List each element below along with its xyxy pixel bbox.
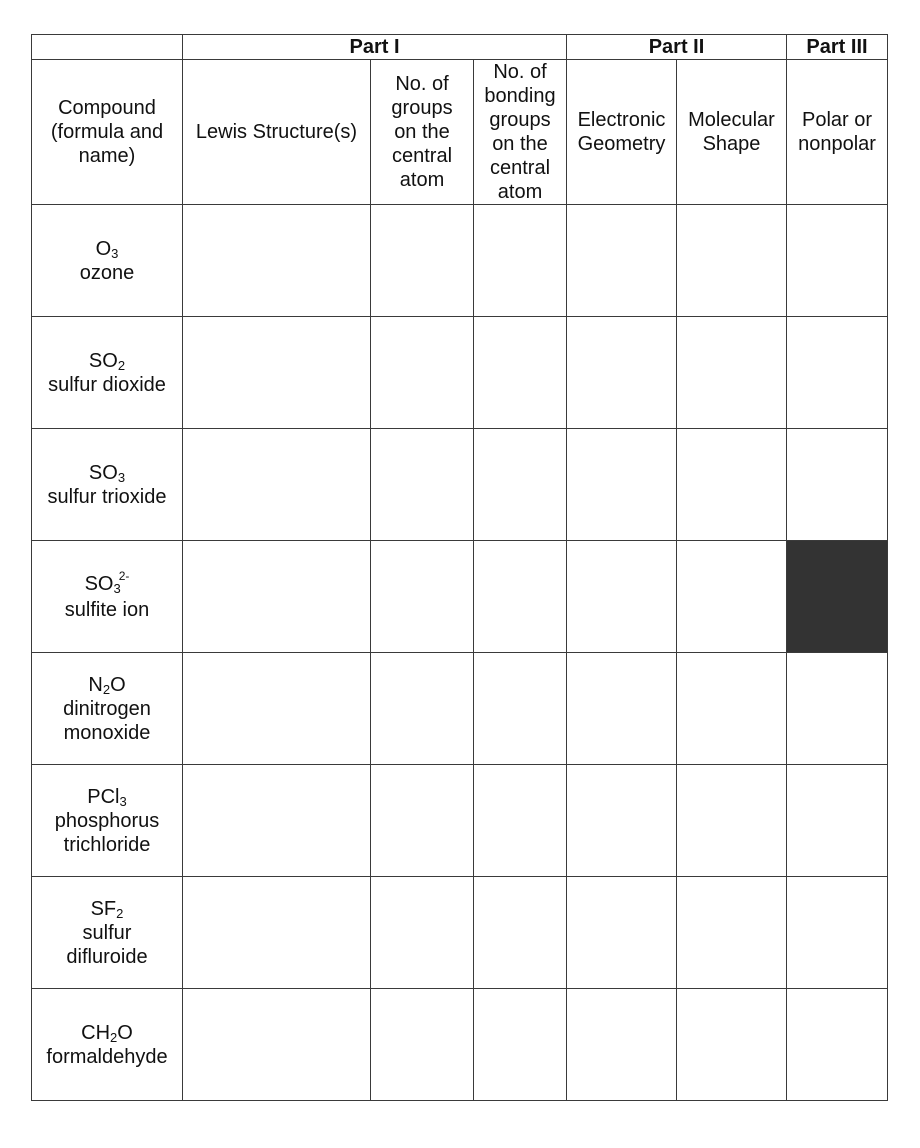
lewis-structure-cell[interactable] — [183, 653, 371, 765]
electronic-geometry-cell[interactable] — [567, 989, 677, 1101]
molecular-shape-cell[interactable] — [677, 205, 787, 317]
electronic-geometry-cell[interactable] — [567, 541, 677, 653]
molecular-shape-cell[interactable] — [677, 653, 787, 765]
molecular-shape-cell[interactable] — [677, 765, 787, 877]
lewis-structure-cell[interactable] — [183, 765, 371, 877]
compound-name: sulfur difluroide — [66, 921, 148, 968]
formula-text — [81, 1021, 133, 1045]
formula-base: SO — [84, 572, 114, 595]
formula-base: SO — [88, 461, 118, 484]
formula — [32, 785, 182, 809]
compound-name: dinitrogen monoxide — [63, 697, 151, 744]
compound-row — [32, 429, 888, 541]
lewis-structure-cell[interactable] — [183, 205, 371, 317]
bonding-groups-cell[interactable] — [474, 205, 567, 317]
bonding-groups-cell[interactable] — [474, 541, 567, 653]
compound-cell — [32, 541, 183, 653]
bonding-groups-cell[interactable] — [474, 877, 567, 989]
formula-text — [88, 673, 125, 697]
part-1-label: Part I — [183, 35, 567, 60]
electronic-geometry-cell[interactable] — [567, 765, 677, 877]
formula-text — [89, 461, 125, 485]
polarity-cell[interactable] — [787, 653, 888, 765]
formula-subscript: 2 — [117, 357, 126, 373]
formula — [32, 237, 182, 261]
bonding-groups-cell[interactable] — [474, 429, 567, 541]
groups-cell[interactable] — [371, 429, 474, 541]
formula-base: SO — [88, 349, 118, 372]
molecular-shape-cell[interactable] — [677, 877, 787, 989]
formula-base: PCl — [87, 785, 120, 808]
molecular-shape-header: Molecular Shape — [677, 60, 787, 205]
ion-charge: 2- — [118, 568, 130, 583]
polarity-cell[interactable] — [787, 429, 888, 541]
formula — [32, 349, 182, 373]
formula-subscript: 2 — [102, 681, 111, 697]
formula-base: SF — [90, 897, 117, 920]
molecular-shape-cell[interactable] — [677, 429, 787, 541]
bonding-groups-cell[interactable] — [474, 653, 567, 765]
polarity-cell[interactable] — [787, 765, 888, 877]
formula — [32, 897, 182, 921]
formula-base: N — [88, 673, 103, 696]
formula-text — [84, 568, 130, 598]
electronic-geometry-header: Electronic Geometry — [567, 60, 677, 205]
compound-cell — [32, 205, 183, 317]
formula-text — [91, 897, 124, 921]
groups-cell[interactable] — [371, 541, 474, 653]
lewis-structure-cell[interactable] — [183, 877, 371, 989]
polarity-cell[interactable] — [787, 877, 888, 989]
polarity-cell[interactable] — [787, 317, 888, 429]
groups-cell[interactable] — [371, 205, 474, 317]
formula-base: O — [95, 237, 112, 260]
compound-cell — [32, 989, 183, 1101]
compound-cell — [32, 317, 183, 429]
polarity-header: Polar or nonpolar — [787, 60, 888, 205]
compound-name: phosphorus trichloride — [54, 809, 160, 856]
lewis-structure-cell[interactable] — [183, 989, 371, 1101]
formula-text — [89, 349, 125, 373]
groups-cell[interactable] — [371, 989, 474, 1101]
compound-row — [32, 653, 888, 765]
formula-tail: O — [110, 673, 126, 696]
lewis-structure-cell[interactable] — [183, 541, 371, 653]
bonding-groups-header: No. of bonding groups on the central atom — [474, 60, 567, 205]
column-header-row — [32, 60, 888, 205]
compound-cell — [32, 429, 183, 541]
part-header-row — [32, 35, 888, 60]
compound-row — [32, 877, 888, 989]
worksheet-table — [31, 34, 888, 1101]
formula-subscript: 2 — [110, 1029, 118, 1045]
compound-row — [32, 765, 888, 877]
electronic-geometry-cell[interactable] — [567, 317, 677, 429]
compound-row — [32, 205, 888, 317]
compound-row — [32, 989, 888, 1101]
formula-tail: O — [117, 1021, 133, 1044]
polarity-cell[interactable] — [787, 205, 888, 317]
formula — [32, 461, 182, 485]
molecular-shape-cell[interactable] — [677, 541, 787, 653]
molecular-shape-cell[interactable] — [677, 317, 787, 429]
compound-header: Compound (formula and name) — [32, 60, 183, 205]
electronic-geometry-cell[interactable] — [567, 877, 677, 989]
blank-corner-cell — [32, 35, 183, 60]
compound-name: sulfur dioxide — [48, 373, 166, 396]
formula — [32, 1021, 182, 1045]
compound-rows — [32, 205, 888, 1101]
groups-cell[interactable] — [371, 877, 474, 989]
compound-cell — [32, 877, 183, 989]
formula-subscript: 2 — [116, 905, 124, 921]
part-2-label: Part II — [567, 35, 787, 60]
compound-cell — [32, 765, 183, 877]
groups-header: No. of groups on the central atom — [371, 60, 474, 205]
formula — [32, 673, 182, 697]
groups-cell[interactable] — [371, 317, 474, 429]
bonding-groups-cell[interactable] — [474, 317, 567, 429]
compound-name: sulfite ion — [64, 598, 150, 621]
polarity-cell[interactable] — [787, 989, 888, 1101]
formula-subscript: 3 — [113, 580, 121, 596]
compound-row — [32, 541, 888, 653]
compound-name: formaldehyde — [46, 1045, 168, 1068]
compound-name: sulfur trioxide — [47, 485, 167, 508]
lewis-structure-header: Lewis Structure(s) — [183, 60, 371, 205]
electronic-geometry-cell[interactable] — [567, 653, 677, 765]
lewis-structure-cell[interactable] — [183, 317, 371, 429]
compound-cell — [32, 653, 183, 765]
formula — [32, 568, 182, 598]
formula-text — [87, 785, 126, 809]
formula-subscript: 3 — [119, 793, 127, 809]
electronic-geometry-cell[interactable] — [567, 429, 677, 541]
formula-base: CH — [81, 1021, 111, 1044]
bonding-groups-cell[interactable] — [474, 989, 567, 1101]
formula-subscript: 3 — [111, 245, 119, 261]
compound-name: ozone — [79, 261, 135, 284]
groups-cell[interactable] — [371, 765, 474, 877]
part-3-label: Part III — [787, 35, 888, 60]
electronic-geometry-cell[interactable] — [567, 205, 677, 317]
polarity-cell-shaded — [787, 541, 888, 653]
compound-row — [32, 317, 888, 429]
formula-text — [96, 237, 119, 261]
lewis-structure-cell[interactable] — [183, 429, 371, 541]
bonding-groups-cell[interactable] — [474, 765, 567, 877]
molecular-shape-cell[interactable] — [677, 989, 787, 1101]
groups-cell[interactable] — [371, 653, 474, 765]
formula-subscript: 3 — [117, 469, 126, 485]
